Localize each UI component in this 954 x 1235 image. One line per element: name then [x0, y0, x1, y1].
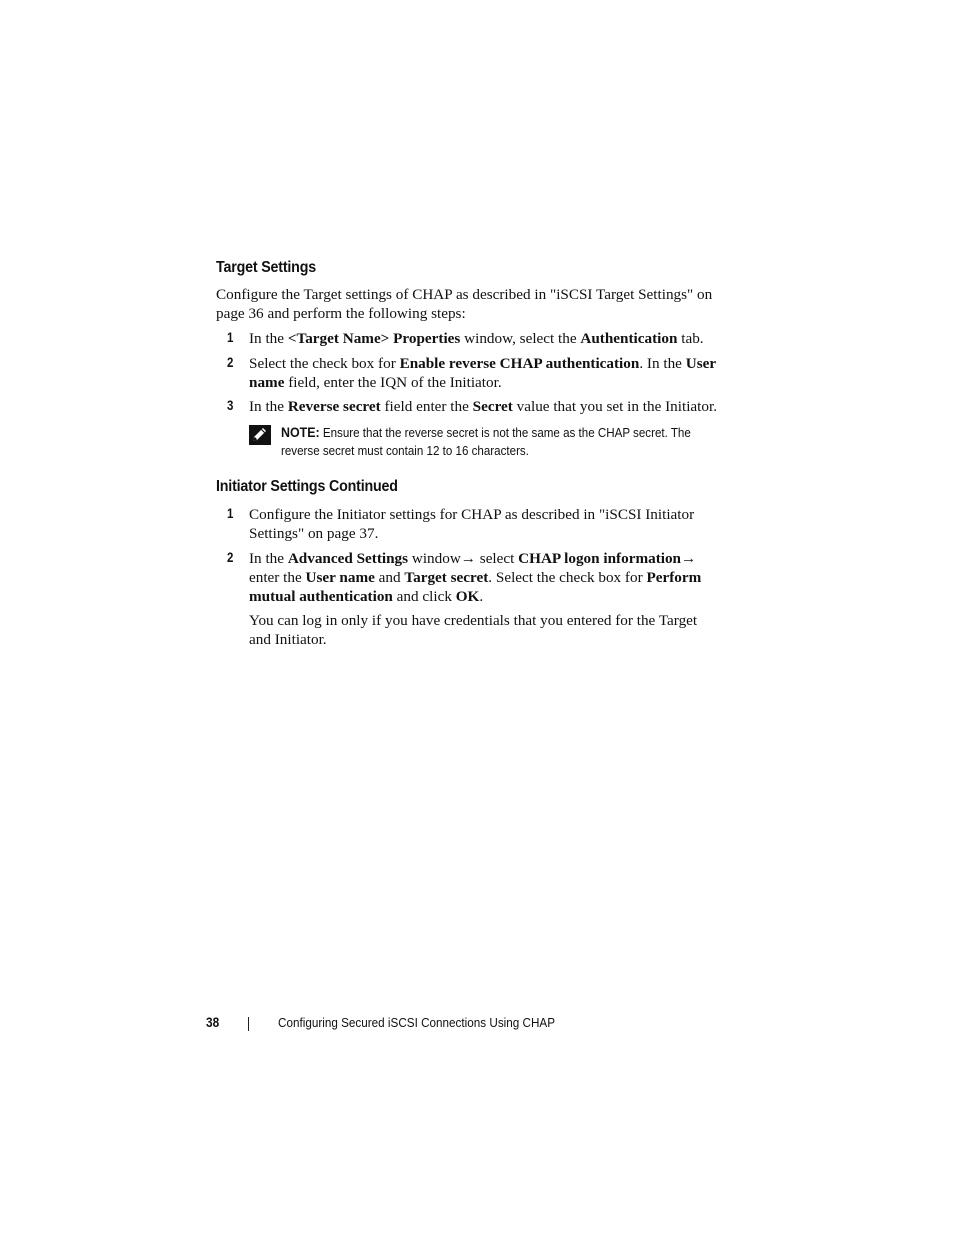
- text-run: enter the: [249, 569, 306, 586]
- section-heading-target-settings: Target Settings: [216, 259, 316, 276]
- ui-term: Enable reverse CHAP authentication: [399, 355, 640, 372]
- initiator-followup-paragraph: You can log in only if you have credentials that you entered for the Target and Initiator.: [249, 612, 698, 648]
- text-run: tab.: [677, 330, 704, 347]
- ui-term: Authentication: [580, 330, 678, 347]
- ui-term: User name: [249, 355, 716, 391]
- ui-term: Advanced Settings: [287, 550, 409, 567]
- footer-divider: [248, 1017, 249, 1031]
- pencil-note-icon: [249, 425, 271, 445]
- text-run: field, enter the IQN of the Initiator.: [284, 374, 502, 391]
- text-run: window→ select: [408, 550, 519, 567]
- note-body: Ensure that the reverse secret is not the same as the CHAP secret. The reverse secret must contain 12 to 16 characters.: [281, 426, 691, 458]
- ui-term: Reverse secret: [287, 398, 381, 415]
- text-run: In the: [249, 550, 288, 567]
- text-run: .: [479, 588, 484, 605]
- step-number: 2: [227, 550, 234, 565]
- ui-term: OK: [455, 588, 480, 605]
- ui-term: Target secret: [404, 569, 489, 586]
- text-run: field enter the: [380, 398, 473, 415]
- step-number: 1: [227, 330, 234, 345]
- step-text: [249, 549, 719, 606]
- text-run: and click: [392, 588, 456, 605]
- text-run: value that you set in the Initiator.: [512, 398, 717, 415]
- note-text: [281, 424, 713, 460]
- text-run: . Select the check box for: [488, 569, 647, 586]
- step-number: 2: [227, 355, 234, 370]
- page-number: 38: [206, 1015, 220, 1030]
- step-text: [249, 329, 719, 348]
- text-run: In the: [249, 398, 288, 415]
- section-heading-initiator-settings: Initiator Settings Continued: [216, 478, 398, 495]
- step-text: Configure the Initiator settings for CHAP as described in "iSCSI Initiator Settings" on page 37.: [249, 506, 695, 542]
- target-intro-paragraph: Configure the Target settings of CHAP as described in "iSCSI Target Settings" on page 36 and perform the following steps:: [216, 286, 713, 322]
- note-label: NOTE:: [281, 425, 320, 440]
- ui-term: Perform mutual authentication: [249, 569, 702, 605]
- text-run: window, select the: [460, 330, 581, 347]
- note-callout: [249, 424, 719, 464]
- text-run: and: [374, 569, 405, 586]
- ui-term: <Target Name> Properties: [287, 330, 461, 347]
- ui-term: CHAP logon information→: [518, 550, 697, 567]
- footer-chapter-title: Configuring Secured iSCSI Connections Using CHAP: [278, 1015, 556, 1030]
- ui-term: Secret: [472, 398, 513, 415]
- text-run: . In the: [639, 355, 686, 372]
- step-number: 1: [227, 506, 234, 521]
- ui-term: User name: [305, 569, 375, 586]
- step-number: 3: [227, 398, 234, 413]
- text-run: In the: [249, 330, 288, 347]
- step-text: [249, 397, 719, 416]
- step-text: [249, 354, 719, 392]
- text-run: Select the check box for: [249, 355, 400, 372]
